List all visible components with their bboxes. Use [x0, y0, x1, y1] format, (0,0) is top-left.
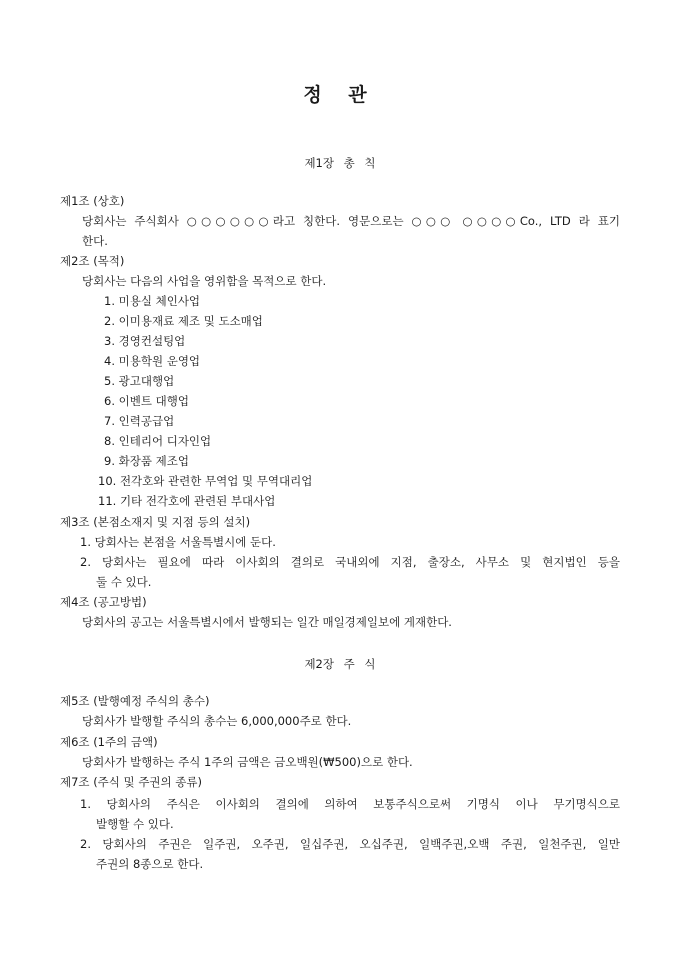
list-item: 6. 이벤트 대행업	[104, 394, 189, 408]
article-3-item-2: 2. 당회사는 필요에 따라 이사회의 결의로 국내외에 지점, 출장소, 사무소 및 현지법인 등을	[80, 555, 620, 569]
list-item: 1. 미용실 체인사업	[104, 294, 201, 308]
article-6-text: 당회사가 발행하는 주식 1주의 금액은 금오백원(₩500)으로 한다.	[82, 755, 413, 769]
article-7-item-2: 2. 당회사의 주권은 일주권, 오주권, 일십주권, 오십주권, 일백주권,오백 주권, 일천주권, 일만	[80, 837, 620, 851]
article-7-heading: 제7조 (주식 및 주권의 종류)	[60, 775, 203, 789]
list-item: 9. 화장품 제조업	[104, 454, 189, 468]
document-title: 정 관	[303, 84, 377, 106]
article-4-heading: 제4조 (공고방법)	[60, 595, 147, 609]
list-item: 11. 기타 전각호에 관련된 부대사업	[98, 494, 276, 508]
article-7-item-1-cont: 발행할 수 있다.	[96, 817, 174, 831]
article-2-intro: 당회사는 다음의 사업을 영위함을 목적으로 한다.	[82, 274, 327, 288]
article-6-heading: 제6조 (1주의 금액)	[60, 735, 158, 749]
article-2-heading: 제2조 (목적)	[60, 254, 125, 268]
chapter-2-heading: 제2장 주 식	[304, 657, 376, 671]
article-3-item-1: 1. 당회사는 본점을 서울특별시에 둔다.	[80, 535, 276, 549]
article-5-text: 당회사가 발행할 주식의 총수는 6,000,000주로 한다.	[82, 714, 352, 728]
chapter-1-heading: 제1장 총 칙	[304, 156, 376, 170]
article-1-text: 당회사는 주식회사 ○○○○○○라고 칭한다. 영문으로는 ○○○ ○○○○Co., LTD 라 표기	[82, 214, 620, 228]
article-7-item-1: 1. 당회사의 주식은 이사회의 결의에 의하여 보통주식으로써 기명식 이나 무기명식으로	[80, 797, 620, 811]
list-item: 5. 광고대행업	[104, 374, 175, 388]
article-3-heading: 제3조 (본점소재지 및 지점 등의 설치)	[60, 515, 251, 529]
list-item: 10. 전각호와 관련한 무역업 및 무역대리업	[98, 474, 313, 488]
article-7-item-2-cont: 주권의 8종으로 한다.	[96, 857, 204, 871]
list-item: 7. 인력공급업	[104, 414, 175, 428]
list-item: 4. 미용학원 운영업	[104, 354, 201, 368]
list-item: 3. 경영컨설팅업	[104, 334, 186, 348]
article-1-heading: 제1조 (상호)	[60, 194, 125, 208]
article-3-item-2-cont: 둘 수 있다.	[96, 575, 152, 589]
article-4-text: 당회사의 공고는 서울특별시에서 발행되는 일간 매일경제일보에 게재한다.	[82, 615, 452, 629]
article-1-text-cont: 한다.	[82, 234, 108, 248]
list-item: 8. 인테리어 디자인업	[104, 434, 212, 448]
article-5-heading: 제5조 (발행예정 주식의 총수)	[60, 694, 210, 708]
list-item: 2. 이미용재료 제조 및 도소매업	[104, 314, 263, 328]
